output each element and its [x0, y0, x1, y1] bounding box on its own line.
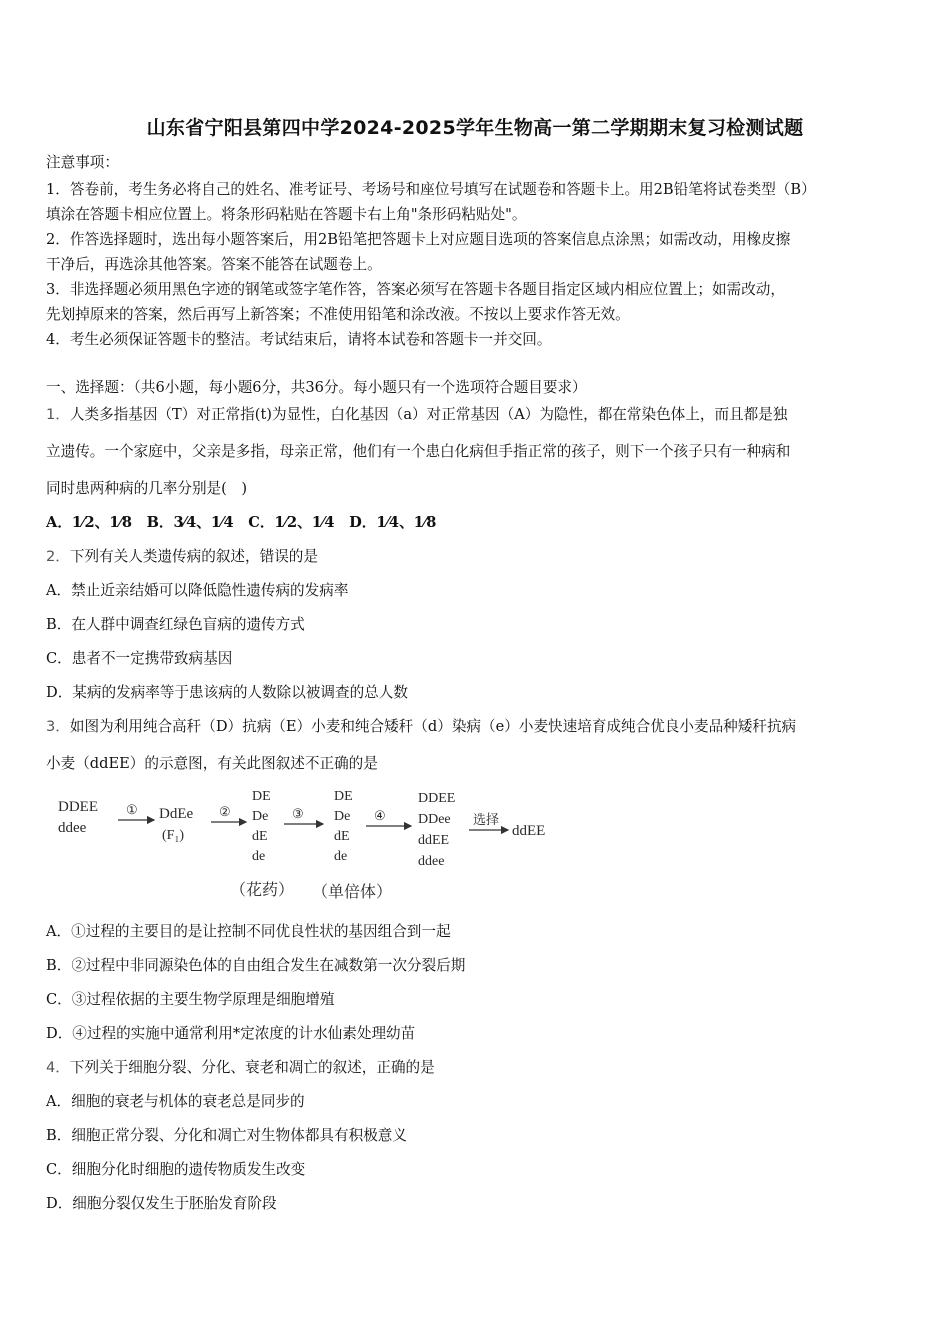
question-4-stem — [46, 1056, 908, 1077]
page-title: 山东省宁阳县第四中学2024-2025学年生物高一第二学期期末复习检测试题 — [146, 117, 804, 139]
question-number: 3． — [46, 718, 70, 735]
question-text: 下列关于细胞分裂、分化、衰老和凋亡的叙述，正确的是 — [69, 1059, 435, 1076]
diploid-genotype: ddEE — [418, 833, 450, 848]
option-b: B．细胞正常分裂、分化和凋亡对生物体都具有积极意义 — [46, 1127, 407, 1144]
question-text: 如图为利用纯合高秆（D）抗病（E）小麦和纯合矮秆（d）染病（e）小麦快速培育成纯合优良小麦品种矮秆抗病 — [69, 718, 797, 735]
notice-line: 3．非选择题必须用黑色字迹的钢笔或签字笔作答，答案必须写在答题卡各题目指定区域内相应位置上；如需改动， — [46, 281, 785, 298]
question-1-options: A．1⁄2、1⁄8 B．3⁄4、1⁄4 C．1⁄2、1⁄4 D．1⁄4、1⁄8 — [46, 514, 437, 531]
breeding-diagram — [56, 786, 566, 908]
option-b: B．②过程中非同源染色体的自由组合发生在减数第一次分裂后期 — [46, 957, 466, 974]
notice-line: 先划掉原来的答案，然后再写上新答案；不准使用铅笔和涂改液。不按以上要求作答无效。 — [46, 306, 630, 323]
parent-genotype: ddee — [58, 820, 87, 836]
option-a: A．①过程的主要目的是让控制不同优良性状的基因组合到一起 — [46, 923, 451, 940]
option-a: A．禁止近亲结婚可以降低隐性遗传病的发病率 — [46, 582, 349, 599]
gamete-genotype: dE — [252, 829, 268, 844]
step-3-label: ③ — [292, 806, 304, 821]
gamete-genotype: de — [252, 849, 266, 864]
haploid-genotype: De — [334, 809, 351, 824]
pollen-label: （花药） — [230, 882, 295, 899]
result-genotype: ddEE — [512, 823, 546, 839]
haploid-label: （单倍体） — [312, 884, 393, 901]
diploid-genotype: DDee — [418, 812, 451, 827]
gamete-genotype: De — [252, 809, 269, 824]
option-a: A．细胞的衰老与机体的衰老总是同步的 — [46, 1093, 305, 1110]
notice-line: 1．答卷前，考生务必将自己的姓名、准考证号、考场号和座位号填写在试题卷和答题卡上。用2B铅笔将试卷类型（B） — [46, 181, 816, 198]
question-1-line: 同时患两种病的几率分别是( ) — [46, 480, 248, 497]
question-number: 1． — [46, 406, 70, 423]
option-b: B．在人群中调查红绿色盲病的遗传方式 — [46, 616, 305, 633]
notice-heading: 注意事项： — [46, 154, 119, 171]
f1-label: (F₁) — [162, 828, 184, 843]
question-text: 人类多指基因（T）对正常指(t)为显性，白化基因（a）对正常基因（A）为隐性，都在常染色体上，而且都是独 — [69, 406, 788, 423]
notice-line: 2．作答选择题时，选出每小题答案后，用2B铅笔把答题卡上对应题目选项的答案信息点涂黑；如需改动，用橡皮擦 — [46, 231, 791, 248]
notice-line: 4．考生必须保证答题卡的整洁。考试结束后，请将本试卷和答题卡一并交回。 — [46, 331, 552, 348]
question-1-line: 立遗传。一个家庭中，父亲是多指，母亲正常，他们有一个患白化病但手指正常的孩子，则下一个孩子只有一种病和 — [46, 443, 791, 460]
step-2-label: ② — [219, 804, 231, 819]
section-heading: 一、选择题：（共6小题，每小题6分，共36分。每小题只有一个选项符合题目要求） — [46, 379, 587, 396]
select-label: 选择 — [473, 812, 500, 827]
question-3-line: 小麦（ddEE）的示意图，有关此图叙述不正确的是 — [46, 755, 378, 772]
parent-genotype: DDEE — [58, 799, 98, 815]
haploid-genotype: DE — [334, 789, 353, 804]
question-2-stem — [46, 545, 908, 566]
gamete-genotype: DE — [252, 789, 271, 804]
question-1-line — [46, 403, 908, 424]
diploid-genotype: DDEE — [418, 791, 456, 806]
notice-line: 填涂在答题卡相应位置上。将条形码粘贴在答题卡右上角"条形码粘贴处"。 — [46, 206, 527, 223]
option-c: C．细胞分化时细胞的遗传物质发生改变 — [46, 1161, 306, 1178]
diploid-genotype: ddee — [418, 854, 445, 869]
notice-line: 干净后，再选涂其他答案。答案不能答在试题卷上。 — [46, 256, 382, 273]
haploid-genotype: dE — [334, 829, 350, 844]
question-text: 下列有关人类遗传病的叙述，错误的是 — [69, 548, 318, 565]
step-1-label: ① — [126, 802, 138, 817]
question-number: 4． — [46, 1059, 70, 1076]
step-4-label: ④ — [374, 808, 386, 823]
f1-genotype: DdEe — [159, 806, 194, 822]
option-c: C．③过程依据的主要生物学原理是细胞增殖 — [46, 991, 335, 1008]
option-d: D．细胞分裂仅发生于胚胎发育阶段 — [46, 1195, 277, 1212]
option-d: D．④过程的实施中通常利用*定浓度的计水仙素处理幼苗 — [46, 1025, 416, 1042]
option-d: D．某病的发病率等于患该病的人数除以被调查的总人数 — [46, 684, 408, 701]
question-3-line — [46, 715, 908, 736]
option-c: C．患者不一定携带致病基因 — [46, 650, 233, 667]
question-number: 2． — [46, 548, 70, 565]
haploid-genotype: de — [334, 849, 348, 864]
